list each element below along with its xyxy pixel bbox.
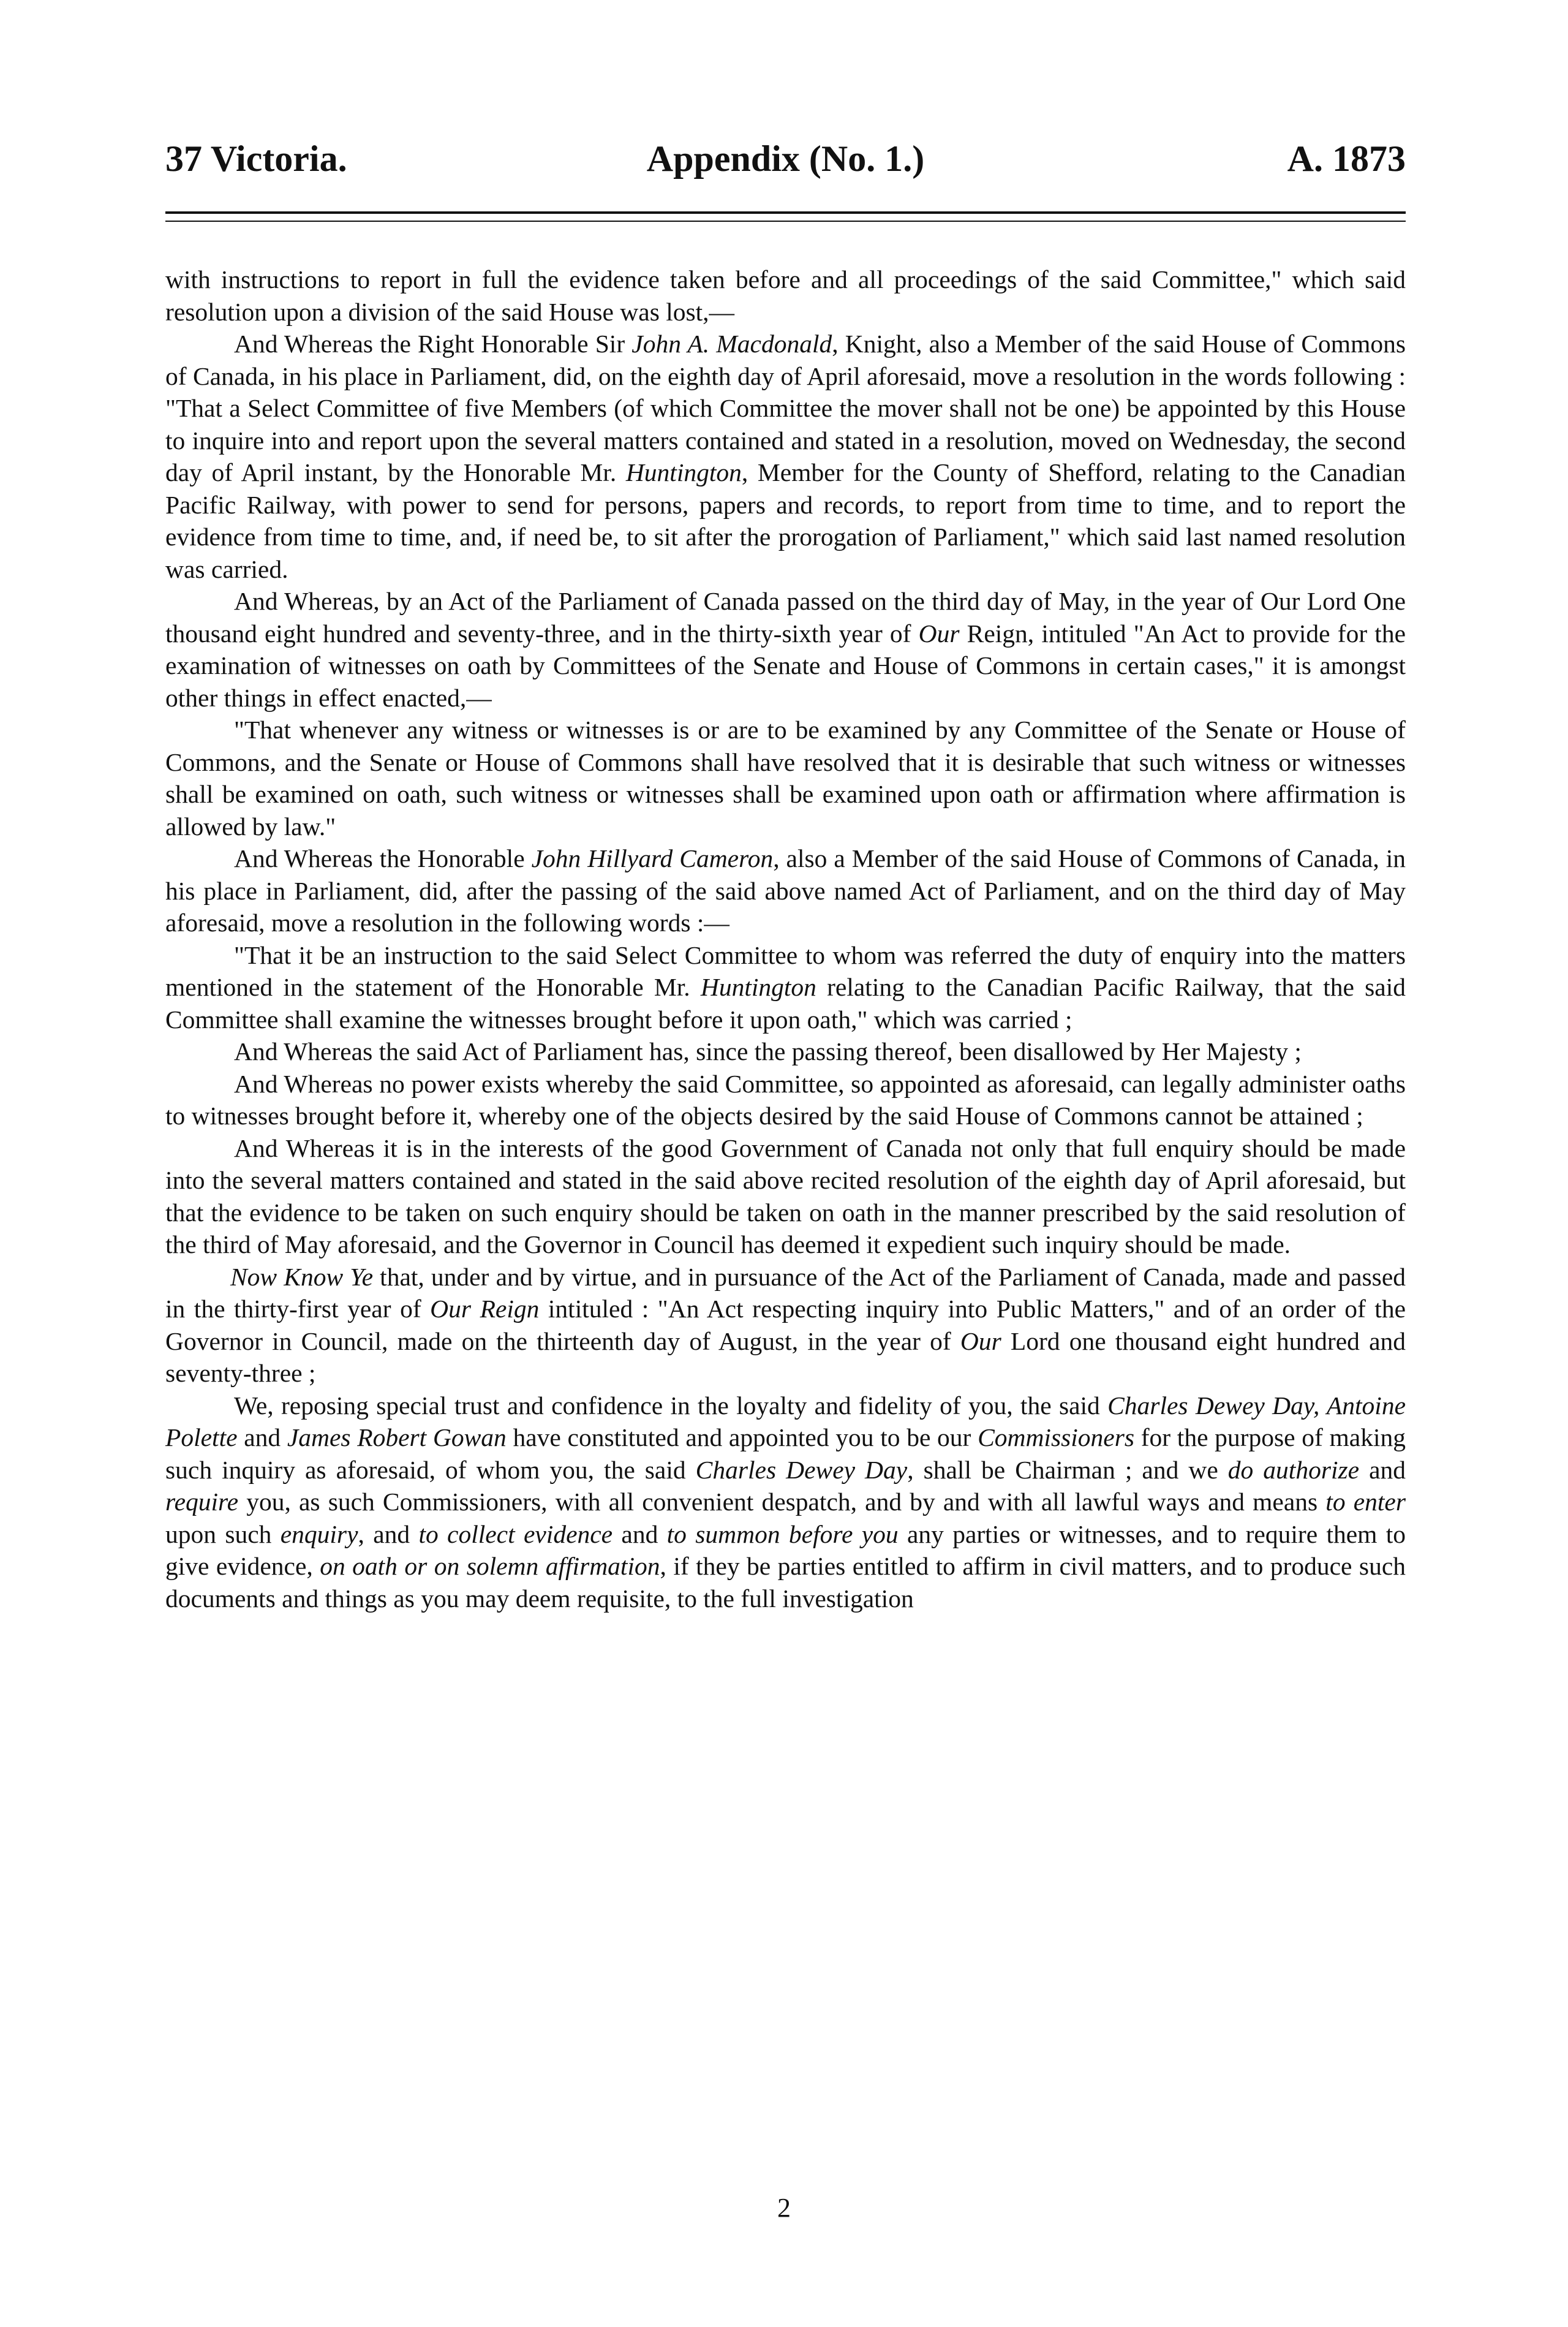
name-cameron: John Hillyard Cameron bbox=[531, 844, 774, 872]
paragraph-10: Now Know Ye that, under and by virtue, and in pursuance of the Act of the Parliament of Canada, made and passed in the thirty-first year of Our Reign intituled : "An Act respecting inquiry into Public Matters," and of an order of the Governor in Council, made on the thirteenth day of August, in the year of Our Lord one thousand eight hundred and seventy-three ; bbox=[165, 1262, 1406, 1387]
paragraph-8: And Whereas no power exists whereby the said Committee, so appointed as aforesaid, can legally administer oaths to witnesses brought before it, whereby one of the objects desired by the said House of Commons cannot be attained ; bbox=[165, 1069, 1406, 1130]
paragraph-2: And Whereas the Right Honorable Sir John A. Macdonald, Knight, also a Member of the said House of Commons of Canada, in his place in Parliament, did, on the eighth day of April aforesaid, move a resolution in the words following : "That a Select Committee of five Members (of which Committee the mover shall not be one) be appointed by this House to inquire into and report upon the several matters contained and stated in a resolution, moved on Wednesday, the second day of April instant, by the Honorable Mr. Huntington, Member for the County of Shefford, relating to the Canadian Pacific Railway, with power to send for persons, papers and records, to report from time to time, and to report the evidence from time to time, and, if need be, to sit after the prorogation of Parliament," which said last named resolution was carried. bbox=[165, 330, 1406, 583]
name-huntington: Huntington bbox=[625, 458, 742, 486]
body-text bbox=[165, 263, 1406, 1614]
paragraph-4-quote: "That whenever any witness or witnesses is or are to be examined by any Committee of the Senate or House of Commons, and the Senate or House of Commons shall have resolved that it is desirable that such witness or witnesses shall be examined on oath, such witness or witnesses shall be examined upon oath or affirmation where affirmation is allowed by law." bbox=[165, 716, 1406, 841]
paragraph-1: with instructions to report in full the evidence taken before and all proceedings of the said Committee," which said resolution upon a division of the said House was lost,— bbox=[165, 265, 1406, 326]
paragraph-3: And Whereas, by an Act of the Parliament of Canada passed on the third day of May, in the year of Our Lord One thousand eight hundred and seventy-three, and in the thirty-sixth year of Our Reign, intituled "An Act to provide for the examination of witnesses on oath by Committees of the Senate and House of Commons in certain cases," it is amongst other things in effect enacted,— bbox=[165, 587, 1406, 712]
header-year: A. 1873 bbox=[1287, 138, 1406, 179]
paragraph-7: And Whereas the said Act of Parliament has, since the passing thereof, been disallowed by Her Majesty ; bbox=[234, 1037, 1302, 1065]
page-number: 2 bbox=[777, 2193, 791, 2223]
paragraph-5: And Whereas the Honorable John Hillyard Cameron, also a Member of the said House of Commons of Canada, in his place in Parliament, did, after the passing of the said above named Act of Parliament, and on the third day of May aforesaid, move a resolution in the following words :— bbox=[165, 844, 1406, 937]
paragraph-9: And Whereas it is in the interests of the good Government of Canada not only that full enquiry should be made into the several matters contained and stated in the said above recited resolution of the eighth day of April aforesaid, but that the evidence to be taken on such enquiry should be taken on oath in the manner prescribed by the said resolution of the third of May aforesaid, and the Governor in Council has deemed it expedient such inquiry should be made. bbox=[165, 1133, 1406, 1258]
name-macdonald: John A. Macdonald bbox=[631, 330, 832, 358]
paragraph-6-quote: "That it be an instruction to the said Select Committee to whom was referred the duty of enquiry into the matters mentioned in the statement of the Honorable Mr. Huntington relating to the Canadian Pacific Railway, that the said Committee shall examine the witnesses brought before it upon oath," which was carried ; bbox=[165, 940, 1406, 1034]
header-rule-thick bbox=[165, 211, 1406, 214]
header-regnal-year: 37 Victoria. bbox=[165, 138, 347, 179]
header-appendix-title: Appendix (No. 1.) bbox=[646, 138, 925, 179]
header-rule-thin bbox=[165, 221, 1406, 222]
page-header bbox=[165, 138, 1406, 187]
paragraph-11: We, reposing special trust and confidence in the loyalty and fidelity of you, the said Charles Dewey Day, Antoine Polette and James Robert Gowan have constituted and appointed you to be our Commissioners for the purpose of making such inquiry as aforesaid, of whom you, the said Charles Dewey Day, shall be Chairman ; and we do authorize and require you, as such Commissioners, with all convenient despatch, and by and with all lawful ways and means to enter upon such enquiry, and to collect evidence and to summon before you any parties or witnesses, and to require them to give evidence, on oath or on solemn affirmation, if they be parties entitled to affirm in civil matters, and to produce such documents and things as you may deem requisite, to the full investigation bbox=[165, 1391, 1406, 1613]
